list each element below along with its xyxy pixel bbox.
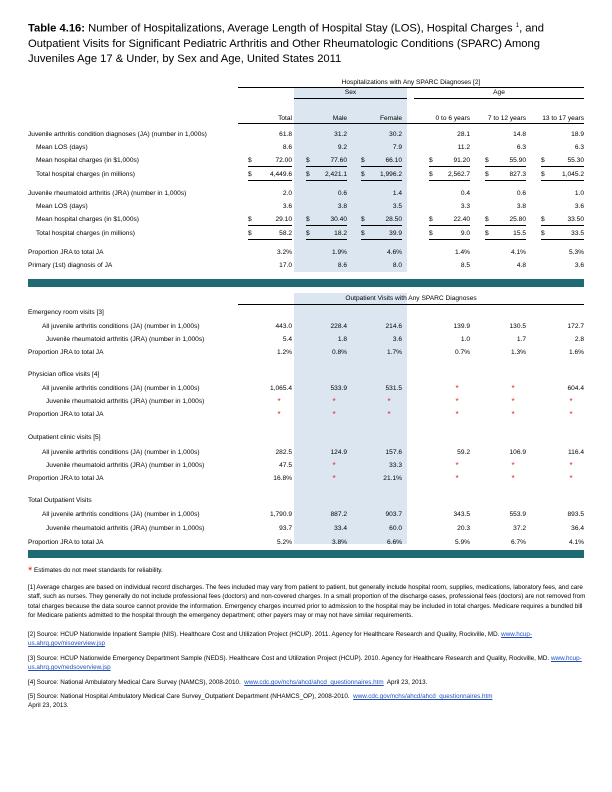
footnote-4-date: April 23, 2013. (386, 679, 428, 686)
table-cell: 4,449.6 (270, 171, 292, 178)
table-cell: 3.6 (392, 336, 402, 343)
row-label: Proportion JRA to total JA (28, 539, 104, 546)
table-cell: 18.2 (334, 230, 347, 237)
section-title: Total Outpatient Visits (28, 497, 92, 504)
dollar-sign: $ (541, 171, 545, 178)
row-label: Proportion JRA to total JA (28, 349, 104, 356)
table-cell: 55.90 (509, 157, 526, 164)
column-header: Male (332, 115, 347, 122)
footnote-5-date: April 23, 2013. (28, 702, 69, 710)
cell-rule (541, 180, 584, 181)
table-cell: 1.7% (386, 349, 402, 356)
cell-rule (361, 166, 402, 167)
footnote-3-link[interactable]: www.hcup-us.ahrq.gov/nedsoverview.jsp (28, 655, 582, 672)
title-text-b: , and Outpatient Visits for Significant Pediatric Arthritis and Other Rheumatologic Conditions (SPARC) Among Juveniles Age 17 & Under, by Sex and Age, United States 2011 (28, 22, 544, 65)
row-label: Proportion JRA to total JA (28, 249, 104, 256)
row-label: Juvenile rheumatoid arthritis (JRA) (number in 1,000s) (46, 462, 205, 469)
cell-rule (306, 166, 347, 167)
table-cell: 3.8% (331, 539, 347, 546)
table-cell: 9.0 (460, 230, 470, 237)
table-cell: 124.9 (330, 449, 347, 456)
footnote-1: [1] Average charges are based on individual record discharges. The fees included may vary from patient to patient, but generally include hospital room, supplies, medications, laboratory fees, and care staff, such as nurses. They generally do not include professional fees (doctors) and non-covered charges. In a small proportion of the discharge cases, professional fees (doctors) are not removed from total charges because the data source cannot provide the information. Emergency charges incurred prior to admission to the hospital may be included in total charges. Medicare requires a bundled bill for Medicare patients admitted to the hospital through the emergency department; other payers may or may not have similar requirements. (28, 584, 586, 620)
dollar-sign: $ (361, 171, 365, 178)
table-cell: 531.5 (385, 385, 402, 392)
table-cell: 1.8 (337, 336, 347, 343)
cell-rule (306, 225, 347, 226)
footnote-4 (28, 678, 588, 687)
row-label: Mean hospital charges (in $1,000s) (36, 157, 139, 164)
table-cell: 106.9 (509, 449, 526, 456)
table-cell: 2,562.7 (448, 171, 470, 178)
table-cell: 22.40 (453, 216, 470, 223)
row-label: Mean LOS (days) (36, 203, 88, 210)
unreliable-star-icon: * (387, 397, 391, 406)
cell-rule (306, 239, 347, 240)
cell-rule (361, 180, 402, 181)
table-cell: 1,996.2 (380, 171, 402, 178)
unreliable-star-icon: * (569, 410, 573, 419)
unreliable-star-icon: * (569, 474, 573, 483)
table-cell: 0.4 (460, 190, 470, 197)
table-cell: 7.9 (392, 144, 402, 151)
unreliable-star-icon: * (455, 410, 459, 419)
dollar-sign: $ (485, 230, 489, 237)
table-cell: 72.00 (275, 157, 292, 164)
dollar-sign: $ (361, 216, 365, 223)
table-cell: 3.6 (574, 262, 584, 269)
table-cell: 533.9 (330, 385, 347, 392)
row-label: Juvenile rheumatoid arthritis (JRA) (number in 1,000s) (46, 398, 205, 405)
row-label: Juvenile rheumatoid arthritis (JRA) (number in 1,000s) (46, 525, 205, 532)
table-cell: 0.8% (331, 349, 347, 356)
unreliable-star-icon: * (455, 474, 459, 483)
dollar-sign: $ (429, 171, 433, 178)
dollar-sign: $ (429, 216, 433, 223)
table-cell: 4.8 (516, 262, 526, 269)
age-header: Age (493, 89, 505, 96)
row-label: Proportion JRA to total JA (28, 475, 104, 482)
outp-group-header: Outpatient Visits with Any SPARC Diagnoses (345, 295, 477, 302)
cell-rule (485, 180, 526, 181)
table-cell: 5.4 (282, 336, 292, 343)
table-cell: 9.2 (337, 144, 347, 151)
table-cell: 14.8 (513, 131, 526, 138)
table-cell: 1.0 (574, 190, 584, 197)
reliability-note (28, 566, 588, 576)
cell-rule (429, 180, 470, 181)
row-label: Juvenile arthritis condition diagnoses (JA) (number in 1,000s) (28, 131, 207, 138)
table-label: Table 4.16: (28, 22, 85, 35)
table-cell: 11.2 (457, 144, 470, 151)
table-cell: 30.2 (389, 131, 402, 138)
table-cell: 28.1 (457, 131, 470, 138)
dollar-sign: $ (248, 230, 252, 237)
unreliable-star-icon: * (569, 461, 573, 470)
table-cell: 66.10 (385, 157, 402, 164)
table-cell: 3.3 (460, 203, 470, 210)
table-cell: 33.5 (571, 230, 584, 237)
section-title: Outpatient clinic visits [5] (28, 434, 101, 441)
dollar-sign: $ (306, 230, 310, 237)
row-label: Juvenile rheumatoid arthritis (JRA) (number in 1,000s) (28, 190, 187, 197)
footnote-4-text: [4] Source: National Ambulatory Medical Care Survey (NAMCS), 2008-2010. (28, 679, 241, 686)
footnote-3-text: [3] Source: HCUP Nationwide Emergency Department Sample (NEDS). Healthcare Cost and Utilization Project (HCUP). 2010. Agency for Healthcare Research and Quality, Rockville, MD. (28, 655, 550, 662)
dollar-sign: $ (485, 171, 489, 178)
cell-rule (248, 239, 292, 240)
table-cell: 8.6 (337, 262, 347, 269)
footnote-5-link[interactable]: www.cdc.gov/nchs/ahcd/ahcd_questionnaires.htm (353, 693, 493, 700)
reliability-star-icon: * (28, 565, 33, 577)
cell-rule (429, 166, 470, 167)
table-cell: 604.4 (567, 385, 584, 392)
table-cell: 39.9 (389, 230, 402, 237)
table-cell: 2,421.1 (325, 171, 347, 178)
dollar-sign: $ (541, 216, 545, 223)
unreliable-star-icon: * (332, 397, 336, 406)
unreliable-star-icon: * (332, 410, 336, 419)
table-cell: 3.6 (282, 203, 292, 210)
table-cell: 60.0 (389, 525, 402, 532)
table-cell: 1,045.2 (562, 171, 584, 178)
table-cell: 25.80 (509, 216, 526, 223)
dollar-sign: $ (306, 157, 310, 164)
table-cell: 58.2 (279, 230, 292, 237)
table-cell: 214.6 (385, 323, 402, 330)
table-cell: 139.9 (453, 323, 470, 330)
row-label: Primary (1st) diagnosis of JA (28, 262, 113, 269)
table-cell: 77.60 (330, 157, 347, 164)
cell-rule (429, 225, 470, 226)
dollar-sign: $ (541, 157, 545, 164)
table-cell: 282.5 (275, 449, 292, 456)
table-cell: 4.1% (568, 539, 584, 546)
table-cell: 0.7% (454, 349, 470, 356)
table-cell: 16.8% (273, 475, 292, 482)
table-cell: 3.8 (516, 203, 526, 210)
column-header: 13 to 17 years (542, 115, 584, 122)
cell-rule (541, 225, 584, 226)
dollar-sign: $ (485, 157, 489, 164)
unreliable-star-icon: * (277, 410, 281, 419)
title-text-a: Number of Hospitalizations, Average Length of Hospital Stay (LOS), Hospital Charges (85, 22, 516, 35)
table-cell: 1.3% (510, 349, 526, 356)
cell-rule (248, 225, 292, 226)
table-cell: 8.5 (460, 262, 470, 269)
table-cell: 1.4% (454, 249, 470, 256)
table-cell: 4.1% (510, 249, 526, 256)
table-cell: 1.2% (276, 349, 292, 356)
sex-header-rule (294, 98, 407, 99)
table-cell: 8.0 (392, 262, 402, 269)
table-cell: 6.3 (516, 144, 526, 151)
table-cell: 1.4 (392, 190, 402, 197)
table-cell: 130.5 (509, 323, 526, 330)
unreliable-star-icon: * (387, 410, 391, 419)
title-footnote-ref: 1 (515, 23, 520, 29)
table-cell: 2.0 (282, 190, 292, 197)
table-cell: 18.9 (571, 131, 584, 138)
unreliable-star-icon: * (332, 461, 336, 470)
unreliable-star-icon: * (455, 461, 459, 470)
table-cell: 28.50 (385, 216, 402, 223)
footnote-3 (28, 654, 588, 673)
cell-rule (248, 166, 292, 167)
table-title (28, 19, 588, 67)
cell-rule (541, 166, 584, 167)
row-label: All juvenile arthritis conditions (JA) (number in 1,000s) (42, 323, 200, 330)
table-cell: 1.9% (331, 249, 347, 256)
table-cell: 827.3 (509, 171, 526, 178)
table-cell: 6.6% (386, 539, 402, 546)
section-divider-bar (28, 279, 584, 287)
dollar-sign: $ (429, 230, 433, 237)
table-cell: 887.2 (330, 511, 347, 518)
table-cell: 5.2% (276, 539, 292, 546)
dollar-sign: $ (361, 230, 365, 237)
footnote-5 (28, 692, 588, 711)
section-title: Emergency room visits [3] (28, 309, 104, 316)
table-cell: 443.0 (275, 323, 292, 330)
dollar-sign: $ (541, 230, 545, 237)
dollar-sign: $ (306, 216, 310, 223)
table-cell: 15.5 (513, 230, 526, 237)
sex-header: Sex (344, 89, 357, 96)
table-cell: 1.6% (568, 349, 584, 356)
table-cell: 343.5 (453, 511, 470, 518)
table-cell: 3.6 (574, 203, 584, 210)
cell-rule (541, 239, 584, 240)
cell-rule (361, 239, 402, 240)
table-cell: 553.9 (509, 511, 526, 518)
unreliable-star-icon: * (511, 461, 515, 470)
footnote-2 (28, 630, 588, 649)
table-cell: 6.7% (510, 539, 526, 546)
table-cell: 172.7 (567, 323, 584, 330)
section-title: Physician office visits [4] (28, 371, 100, 378)
unreliable-star-icon: * (455, 397, 459, 406)
outp-header-rule (238, 304, 584, 305)
table-cell: 37.2 (513, 525, 526, 532)
unreliable-star-icon: * (332, 474, 336, 483)
table-cell: 903.7 (385, 511, 402, 518)
cell-rule (485, 239, 526, 240)
row-label: Juvenile rheumatoid arthritis (JRA) (number in 1,000s) (46, 336, 205, 343)
table-cell: 55.30 (567, 157, 584, 164)
row-label: Total hospital charges (in millions) (36, 171, 135, 178)
table-cell: 21.1% (383, 475, 402, 482)
dollar-sign: $ (429, 157, 433, 164)
table-cell: 6.3 (574, 144, 584, 151)
table-cell: 893.5 (567, 511, 584, 518)
table-cell: 33.4 (334, 525, 347, 532)
dollar-sign: $ (248, 171, 252, 178)
reliability-note-text: Estimates do not meet standards for reliability. (34, 567, 163, 574)
cell-rule (361, 225, 402, 226)
cell-rule (429, 239, 470, 240)
table-cell: 36.4 (571, 525, 584, 532)
unreliable-star-icon: * (511, 410, 515, 419)
table-cell: 5.9% (454, 539, 470, 546)
unreliable-star-icon: * (277, 397, 281, 406)
row-label: Mean hospital charges (in $1,000s) (36, 216, 139, 223)
unreliable-star-icon: * (511, 397, 515, 406)
table-cell: 33.3 (389, 462, 402, 469)
hosp-group-header: Hospitalizations with Any SPARC Diagnoses [2] (341, 79, 481, 86)
table-cell: 59.2 (457, 449, 470, 456)
table-cell: 33.50 (567, 216, 584, 223)
table-cell: 116.4 (567, 449, 584, 456)
table-cell: 157.6 (385, 449, 402, 456)
column-header: 7 to 12 years (487, 115, 526, 122)
dollar-sign: $ (248, 157, 252, 164)
footnote-2-link[interactable]: www.hcup-us.ahrq.gov/nisoverview.jsp (28, 631, 532, 648)
unreliable-star-icon: * (455, 384, 459, 393)
dollar-sign: $ (306, 171, 310, 178)
column-header: Female (380, 115, 402, 122)
footnote-5-text: [5] Source: National Hospital Ambulatory Medical Care Survey_Outpatient Department (NHAMCS_OP), 2008-2010. (28, 693, 350, 700)
table-cell: 20.3 (457, 525, 470, 532)
table-cell: 0.6 (516, 190, 526, 197)
table-cell: 2.8 (574, 336, 584, 343)
row-label: Total hospital charges (in millions) (36, 230, 135, 237)
table-cell: 31.2 (334, 131, 347, 138)
unreliable-star-icon: * (511, 384, 515, 393)
table-cell: 91.20 (453, 157, 470, 164)
table-cell: 1,790.9 (270, 511, 292, 518)
column-header: Total (278, 115, 292, 122)
row-label: Mean LOS (days) (36, 144, 88, 151)
dollar-sign: $ (248, 216, 252, 223)
table-cell: 1.0 (460, 336, 470, 343)
table-cell: 1.7 (516, 336, 526, 343)
cell-rule (306, 180, 347, 181)
footnote-2-text: [2] Source: HCUP Nationwide Inpatient Sample (NIS). Healthcare Cost and Utilization Project (HCUP). 2011. Agency for Healthcare Research and Quality, Rockville, MD. (28, 631, 500, 638)
table-cell: 29.10 (275, 216, 292, 223)
table-cell: 8.6 (282, 144, 292, 151)
unreliable-star-icon: * (569, 397, 573, 406)
table-cell: 93.7 (279, 525, 292, 532)
cell-rule (248, 180, 292, 181)
cell-rule (485, 225, 526, 226)
footnote-4-link[interactable]: www.cdc.gov/nchs/ahcd/ahcd_questionnaires.htm (244, 679, 384, 686)
column-header: 0 to 6 years (435, 115, 470, 122)
table-cell: 5.3% (568, 249, 584, 256)
row-label: All juvenile arthritis conditions (JA) (number in 1,000s) (42, 385, 200, 392)
age-header-rule (414, 98, 584, 99)
table-cell: 4.6% (386, 249, 402, 256)
dollar-sign: $ (361, 157, 365, 164)
cell-rule (485, 166, 526, 167)
table-cell: 30.40 (330, 216, 347, 223)
table-cell: 61.8 (279, 131, 292, 138)
table-cell: 47.5 (279, 462, 292, 469)
table-cell: 3.2% (276, 249, 292, 256)
row-label: All juvenile arthritis conditions (JA) (number in 1,000s) (42, 511, 200, 518)
unreliable-star-icon: * (511, 474, 515, 483)
dollar-sign: $ (485, 216, 489, 223)
hosp-colhead-rule (238, 123, 584, 124)
table-cell: 3.5 (392, 203, 402, 210)
row-label: Proportion JRA to total JA (28, 411, 104, 418)
table-cell: 0.6 (337, 190, 347, 197)
table-cell: 1,065.4 (270, 385, 292, 392)
table-cell: 228.4 (330, 323, 347, 330)
footer-divider-bar (28, 550, 584, 558)
table-cell: 17.0 (279, 262, 292, 269)
row-label: All juvenile arthritis conditions (JA) (number in 1,000s) (42, 449, 200, 456)
table-cell: 3.8 (337, 203, 347, 210)
